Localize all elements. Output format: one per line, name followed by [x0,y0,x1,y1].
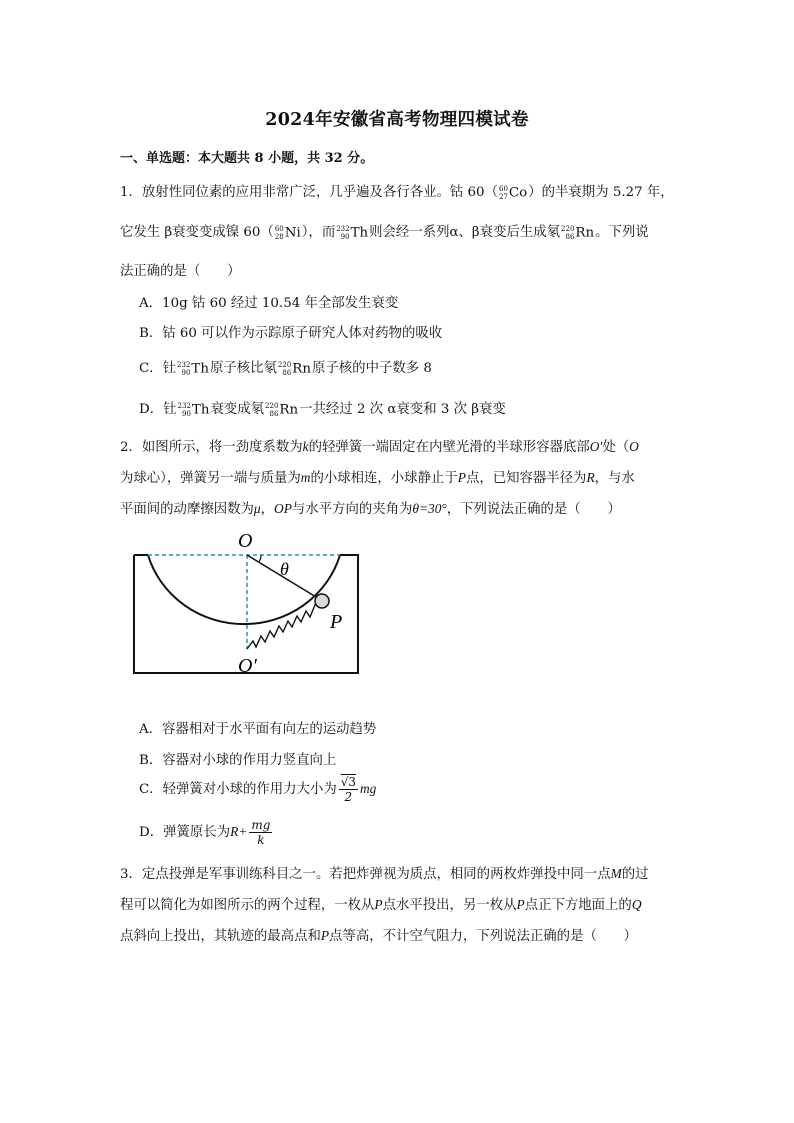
q2-text: ，下列说法正确的是（ ） [446,502,621,517]
nuclide-charge: 90 [181,368,191,377]
fraction-denominator: 2 [344,790,353,804]
fraction-numerator: mg [251,818,271,832]
q1-text: ），而 [301,225,336,240]
q1-text: 则会经一系列α、β衰变后生成氡 [369,225,561,240]
q3-text: 点等高，不计空气阻力，下列说法正确的是（ ） [329,929,638,944]
q2-text: 处（ [602,440,630,455]
q2-text: ，与水 [594,471,635,486]
q2-figure [120,525,380,685]
q2-line3 [120,498,621,517]
var-op: OP [274,501,292,516]
q1-option-a: A．10g 钴 60 经过 10.54 年全部发生衰变 [139,296,399,311]
var-m-point: M [610,866,622,881]
var-p: P [320,928,330,943]
q3-line3 [120,925,637,944]
nuclide-symbol: Rn [292,361,312,376]
spring [247,600,321,649]
var-o: O [629,439,639,454]
q1-option-c [139,357,432,377]
q1-option-b: B．钴 60 可以作为示踪原子研究人体对药物的吸收 [139,326,443,341]
q3-text: 点正下方地面上的 [524,898,632,913]
fig-label-o: O [238,530,253,552]
option-text: D．钍 [139,402,177,417]
nuclide-th232 [336,225,368,241]
nuclide-ni60 [275,225,301,241]
nuclide-symbol: Th [191,402,210,417]
fraction-numerator: √3 [340,775,356,789]
nuclide-mass: 60 [498,184,508,193]
q3-text: 3．定点投弹是军事训练科目之一。若把炸弹视为质点，相同的两枚炸弹投中同一点 [120,867,611,882]
nuclide-mass: 220 [277,360,292,369]
option-text: 衰变成氡 [210,402,265,417]
var-p: P [516,897,525,912]
angle-arc [259,555,261,562]
q1-text: 。下列说 [595,225,649,240]
option-text: D．弹簧原长为 [139,825,231,840]
nuclide-mass: 232 [177,360,191,369]
nuclide-rn220 [265,402,298,418]
nuclide-symbol: Ni [284,225,301,240]
q3-text: 点水平投出，另一枚从 [382,898,517,913]
q3-text: 的过 [621,867,649,882]
option-text: C．轻弹簧对小球的作用力大小为 [139,782,337,797]
nuclide-rn220 [278,361,311,377]
nuclide-charge: 28 [274,232,284,241]
nuclide-charge: 90 [181,409,191,418]
nuclide-symbol: Th [350,225,369,240]
nuclide-charge: 86 [565,232,575,241]
q2-text: 的小球相连，小球静止于 [310,471,458,486]
option-text: 原子核比氡 [209,361,277,376]
q2-option-a: A．容器相对于水平面有向左的运动趋势 [139,722,377,737]
nuclide-symbol: Rn [279,402,299,417]
nuclide-rn220 [561,225,594,241]
fraction-mg-over-k [249,818,272,847]
nuclide-th232 [177,361,209,377]
nuclide-symbol: Rn [575,225,595,240]
q2-option-b: B．容器对小球的作用力竖直向上 [139,753,337,768]
q1-line3: 法正确的是（ ） [120,264,241,279]
option-text: 一共经过 2 次 α衰变和 3 次 β衰变 [299,402,506,417]
nuclide-charge: 86 [282,368,292,377]
q1-text: 它发生 β衰变变成镍 60（ [120,225,274,240]
fig-label-p: P [330,611,343,633]
fraction-denominator: k [257,833,265,847]
nuclide-mass: 220 [265,401,279,410]
nuclide-mass: 60 [274,224,284,233]
var-r-plus: R+ [230,824,248,839]
q3-text: 程可以简化为如图所示的两个过程，一枚从 [120,898,375,913]
nuclide-mass: 232 [177,401,191,410]
var-p: P [374,897,383,912]
q2-text: ， [260,502,275,517]
nuclide-th232 [178,402,210,418]
q1-line2 [120,221,649,241]
q1-text: ）的半衰期为 5.27 年， [528,185,674,200]
q3-line2 [120,894,642,913]
q2-option-c [139,775,376,804]
angle-value: θ=30° [412,501,447,516]
q2-line1 [120,436,639,455]
option-text: 原子核的中子数多 8 [312,361,432,376]
q2-text: 为球心），弹簧另一端与质量为 [120,471,301,486]
q2-text: 与水平方向的夹角为 [291,502,413,517]
q2-text: 平面间的动摩擦因数为 [120,502,254,517]
fig-label-theta: θ [280,559,289,579]
q2-line2 [120,467,635,486]
section-heading: 一、单选题：本大题共 8 小题，共 32 分。 [120,151,374,166]
fig-label-o-prime: O′ [238,655,257,677]
var-k: k [302,439,309,454]
q2-text: 的轻弹簧一端固定在内壁光滑的半球形容器底部 [308,440,590,455]
q2-text: 2．如图所示，将一劲度系数为 [120,440,303,455]
q2-text: 点，已知容器半径为 [465,471,587,486]
var-q: Q [631,897,642,912]
ball [315,594,329,608]
nuclide-co60 [499,185,527,201]
var-m: m [300,470,311,485]
nuclide-mass: 220 [561,224,575,233]
nuclide-symbol: Co [508,185,528,200]
fraction-sqrt3-over-2 [339,775,358,804]
nuclide-charge: 27 [498,192,508,201]
var-o-prime: O′ [589,439,603,454]
nuclide-charge: 90 [340,232,350,241]
q3-line1 [120,863,649,882]
q1-option-d [139,398,506,418]
option-text: C．钍 [139,361,177,376]
q2-option-d [139,818,274,847]
var-mg: mg [360,781,377,796]
page-title: 2024年安徽省高考物理四模试卷 [265,110,529,130]
var-r: R [586,470,595,485]
nuclide-symbol: Th [191,361,209,376]
q3-text: 点斜向上投出，其轨迹的最高点和 [120,929,321,944]
nuclide-charge: 86 [269,409,279,418]
q1-line1 [120,181,674,201]
var-mu: μ [253,501,261,516]
nuclide-mass: 232 [336,224,350,233]
q1-text: 1．放射性同位素的应用非常广泛，几乎遍及各行各业。钴 60（ [120,185,498,200]
var-p: P [457,470,466,485]
